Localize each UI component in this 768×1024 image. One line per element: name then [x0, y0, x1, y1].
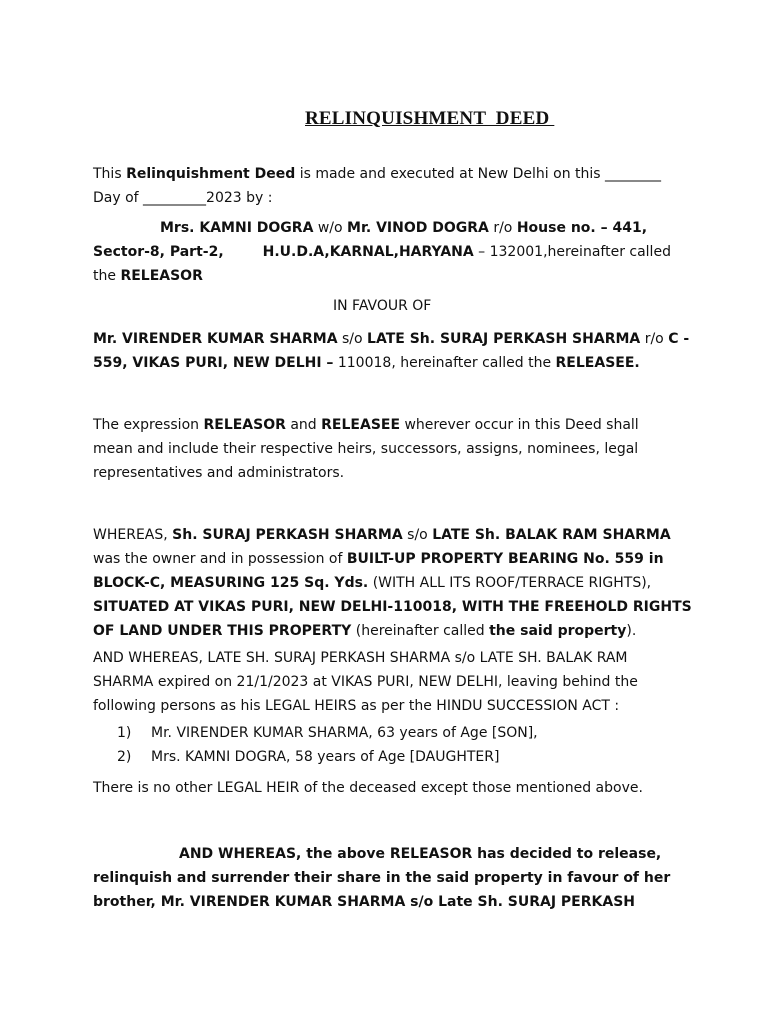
releasor-line-3: the RELEASOR: [93, 268, 203, 284]
releasor-paragraph: [93, 216, 683, 288]
intro-line-1: This Relinquishment Deed is made and executed at New Delhi on this ________: [93, 166, 662, 182]
intro-paragraph: [93, 162, 683, 210]
releasee-line-1: Mr. VIRENDER KUMAR SHARMA s/o LATE Sh. SURAJ PERKASH SHARMA r/o C -: [93, 331, 690, 347]
releasor-line-2: Sector-8, Part-2, H.U.D.A,KARNAL,HARYANA – 132001,hereinafter called: [93, 244, 671, 260]
list-item: 1) Mr. VIRENDER KUMAR SHARMA, 63 years of Age [SON],: [117, 725, 538, 741]
whereas1-line-1: WHEREAS, Sh. SURAJ PERKASH SHARMA s/o LATE Sh. BALAK RAM SHARMA: [93, 527, 671, 543]
intro-line-2: Day of _________2023 by :: [93, 190, 273, 206]
whereas3-line-3: brother, Mr. VIRENDER KUMAR SHARMA s/o Late Sh. SURAJ PERKASH: [93, 894, 636, 910]
document-title: RELINQUISHMENT DEED: [305, 108, 555, 129]
expression-line-3: representatives and administrators.: [93, 465, 345, 481]
expression-line-1: The expression RELEASOR and RELEASEE wherever occur in this Deed shall: [93, 417, 639, 433]
whereas1-line-2: was the owner and in possession of BUILT-UP PROPERTY BEARING No. 559 in: [93, 551, 664, 567]
whereas2-line-1: AND WHEREAS, LATE SH. SURAJ PERKASH SHARMA s/o LATE SH. BALAK RAM: [93, 650, 628, 666]
releasor-line-1: Mrs. KAMNI DOGRA w/o Mr. VINOD DOGRA r/o House no. – 441,: [160, 220, 648, 236]
whereas3-line-1: AND WHEREAS, the above RELEASOR has decided to release,: [179, 846, 662, 862]
releasee-line-2: 559, VIKAS PURI, NEW DELHI – 110018, hereinafter called the RELEASEE.: [93, 355, 640, 371]
legal-heirs-list: [117, 721, 707, 769]
whereas3-line-2: relinquish and surrender their share in the said property in favour of her: [93, 870, 671, 886]
releasee-paragraph: [93, 327, 690, 375]
expression-line-2: mean and include their respective heirs, successors, assigns, nominees, legal: [93, 441, 639, 457]
list-item: 2) Mrs. KAMNI DOGRA, 58 years of Age [DAUGHTER]: [117, 749, 500, 765]
whereas-paragraph-2: [93, 646, 683, 718]
whereas1-line-4: SITUATED AT VIKAS PURI, NEW DELHI-110018, WITH THE FREEHOLD RIGHTS: [93, 599, 692, 615]
expression-paragraph: [93, 413, 683, 485]
no-other-heir-statement: There is no other LEGAL HEIR of the deceased except those mentioned above.: [93, 780, 643, 796]
whereas2-line-3: following persons as his LEGAL HEIRS as per the HINDU SUCCESSION ACT :: [93, 698, 620, 714]
in-favour-of-heading: IN FAVOUR OF: [333, 298, 432, 314]
whereas2-line-2: SHARMA expired on 21/1/2023 at VIKAS PURI, NEW DELHI, leaving behind the: [93, 674, 638, 690]
whereas-paragraph-1: [93, 523, 692, 643]
whereas1-line-3: BLOCK-C, MEASURING 125 Sq. Yds. (WITH ALL ITS ROOF/TERRACE RIGHTS),: [93, 575, 652, 591]
whereas-paragraph-3: [93, 842, 683, 914]
whereas1-line-5: OF LAND UNDER THIS PROPERTY (hereinafter called the said property).: [93, 623, 637, 639]
